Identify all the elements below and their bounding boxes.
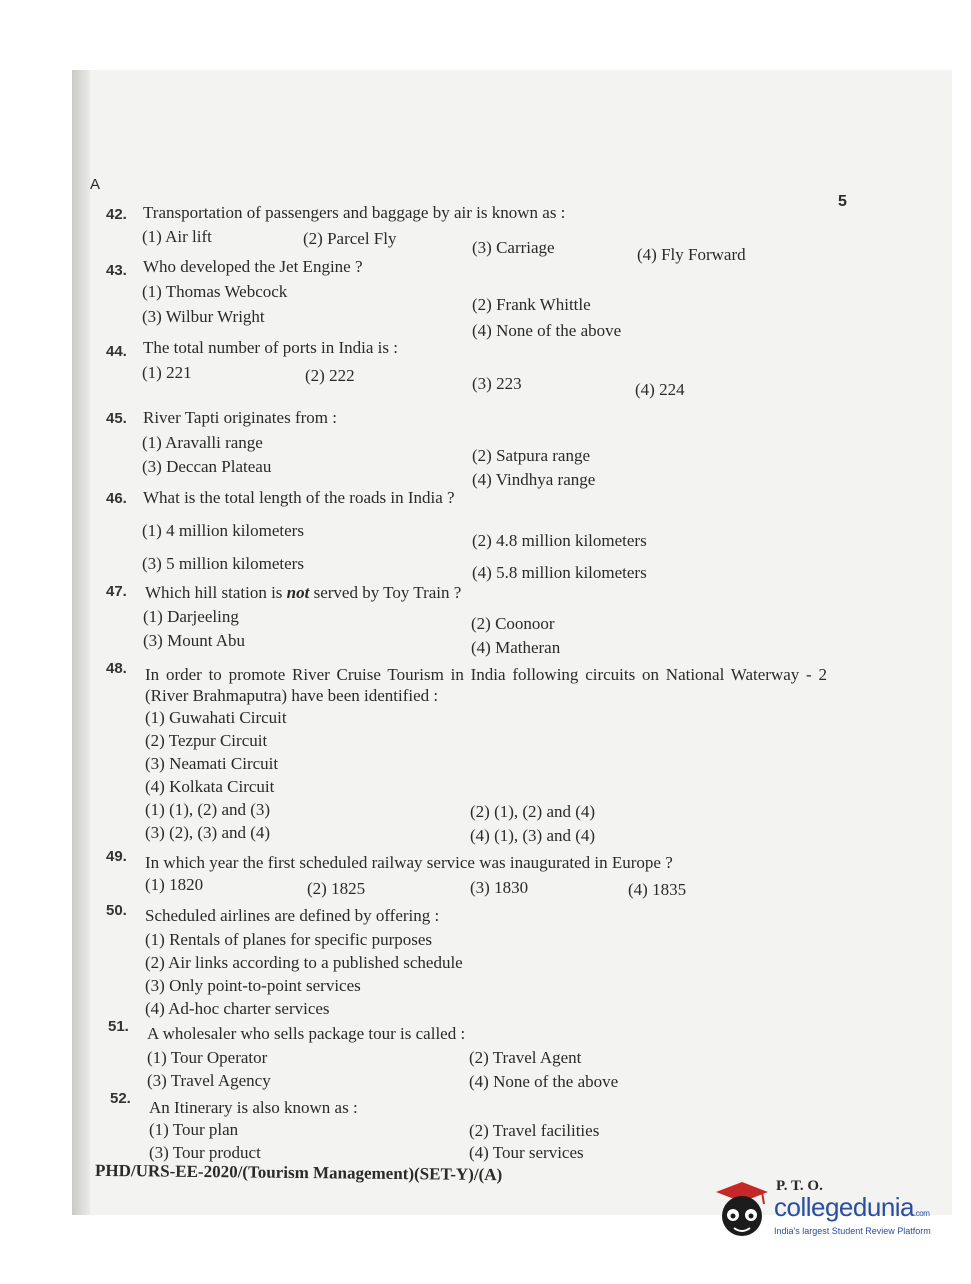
option: (1) Darjeeling: [143, 607, 239, 626]
question-text: Scheduled airlines are defined by offering :: [145, 906, 440, 925]
question-number: 48.: [106, 660, 127, 677]
question-number: 42.: [106, 206, 127, 223]
question-text: An Itinerary is also known as :: [149, 1098, 358, 1117]
collegedunia-watermark: [714, 1178, 944, 1248]
emphasis-not: not: [286, 583, 310, 602]
option: (2) Satpura range: [472, 446, 591, 465]
question-number: 51.: [108, 1018, 129, 1035]
option: (3) Carriage: [472, 238, 555, 257]
option: (2) Frank Whittle: [472, 295, 591, 314]
option: (1) 221: [142, 363, 192, 382]
option: (2) 4.8 million kilometers: [472, 531, 647, 550]
question-number: 46.: [106, 490, 127, 507]
statement: (3) Neamati Circuit: [145, 754, 279, 773]
option: (3) Wilbur Wright: [142, 307, 265, 326]
statement: (2) Tezpur Circuit: [145, 731, 268, 750]
pto-label: P. T. O.: [776, 1178, 823, 1194]
option: (4) Fly Forward: [637, 245, 746, 264]
question-text: The total number of ports in India is :: [143, 338, 398, 357]
option: (1) Air lift: [142, 227, 212, 246]
question-text: Who developed the Jet Engine ?: [143, 257, 363, 276]
question-number: 49.: [106, 848, 127, 865]
option: (2) Travel facilities: [469, 1121, 600, 1140]
option: (3) Deccan Plateau: [142, 457, 272, 476]
question-text: Transportation of passengers and baggage by air is known as :: [143, 203, 566, 222]
option: (4) Matheran: [471, 638, 561, 657]
option: (2) 1825: [307, 879, 366, 898]
paper-code: PHD/URS-EE-2020/(Tourism Management)(SET-Y)/(A): [94, 1160, 503, 1185]
option: (4) None of the above: [469, 1072, 619, 1091]
question-text: A wholesaler who sells package tour is called :: [147, 1024, 466, 1043]
option: (4) Tour services: [469, 1143, 584, 1162]
page-number: 5: [838, 193, 847, 210]
question-text: River Tapti originates from :: [143, 408, 337, 427]
brand-wordmark: collegedunia.com: [774, 1192, 930, 1222]
option: (1) Thomas Webcock: [142, 282, 288, 301]
option: (4) 5.8 million kilometers: [472, 563, 647, 582]
option: (2) (1), (2) and (4): [470, 802, 596, 821]
question-text: Which hill station is not served by Toy Train ?: [145, 583, 462, 602]
option: (3) 5 million kilometers: [142, 554, 304, 573]
option: (3) Only point-to-point services: [145, 976, 361, 995]
option: (1) 1820: [145, 875, 204, 894]
option: (3) Travel Agency: [147, 1071, 271, 1090]
question-number: 50.: [106, 902, 127, 919]
option: (3) Mount Abu: [143, 631, 245, 650]
option: (2) Parcel Fly: [303, 229, 397, 248]
question-number: 47.: [106, 583, 127, 600]
statement: (4) Kolkata Circuit: [145, 777, 275, 796]
option: (2) Coonoor: [471, 614, 555, 633]
brand-tagline: India's largest Student Review Platform: [774, 1226, 931, 1236]
mascot-icon: [714, 1178, 770, 1244]
option: (1) Rentals of planes for specific purposes: [145, 930, 433, 949]
question-text: What is the total length of the roads in India ?: [143, 488, 455, 507]
option: (4) Vindhya range: [472, 470, 596, 489]
option: (4) Ad-hoc charter services: [145, 999, 330, 1018]
option: (1) (1), (2) and (3): [145, 800, 271, 819]
question-number: 43.: [106, 262, 127, 279]
option: (2) Travel Agent: [469, 1048, 582, 1067]
question-number: 44.: [106, 343, 127, 360]
question-number: 52.: [110, 1090, 131, 1107]
option: (4) 224: [635, 380, 685, 399]
option: (2) Air links according to a published schedule: [145, 953, 463, 972]
option: (3) 223: [472, 374, 522, 393]
option: (4) 1835: [628, 880, 687, 899]
option: (1) Aravalli range: [142, 433, 263, 452]
page-binding-shadow: [72, 70, 90, 1215]
option: (1) Tour plan: [149, 1120, 239, 1139]
option: (3) (2), (3) and (4): [145, 823, 271, 842]
set-letter: A: [90, 176, 101, 193]
option: (4) None of the above: [472, 321, 622, 340]
question-number: 45.: [106, 410, 127, 427]
option: (4) (1), (3) and (4): [470, 826, 596, 845]
option: (3) 1830: [470, 878, 529, 897]
question-text: In order to promote River Cruise Tourism in India following circuits on National Waterway - 2 (River Brahmaputra) have been identified :: [145, 665, 827, 705]
option: (3) Tour product: [149, 1143, 261, 1162]
option: (1) Tour Operator: [147, 1048, 268, 1067]
question-text: In which year the first scheduled railway service was inaugurated in Europe ?: [145, 853, 673, 872]
option: (1) 4 million kilometers: [142, 521, 304, 540]
statement: (1) Guwahati Circuit: [145, 708, 287, 727]
option: (2) 222: [305, 366, 355, 385]
